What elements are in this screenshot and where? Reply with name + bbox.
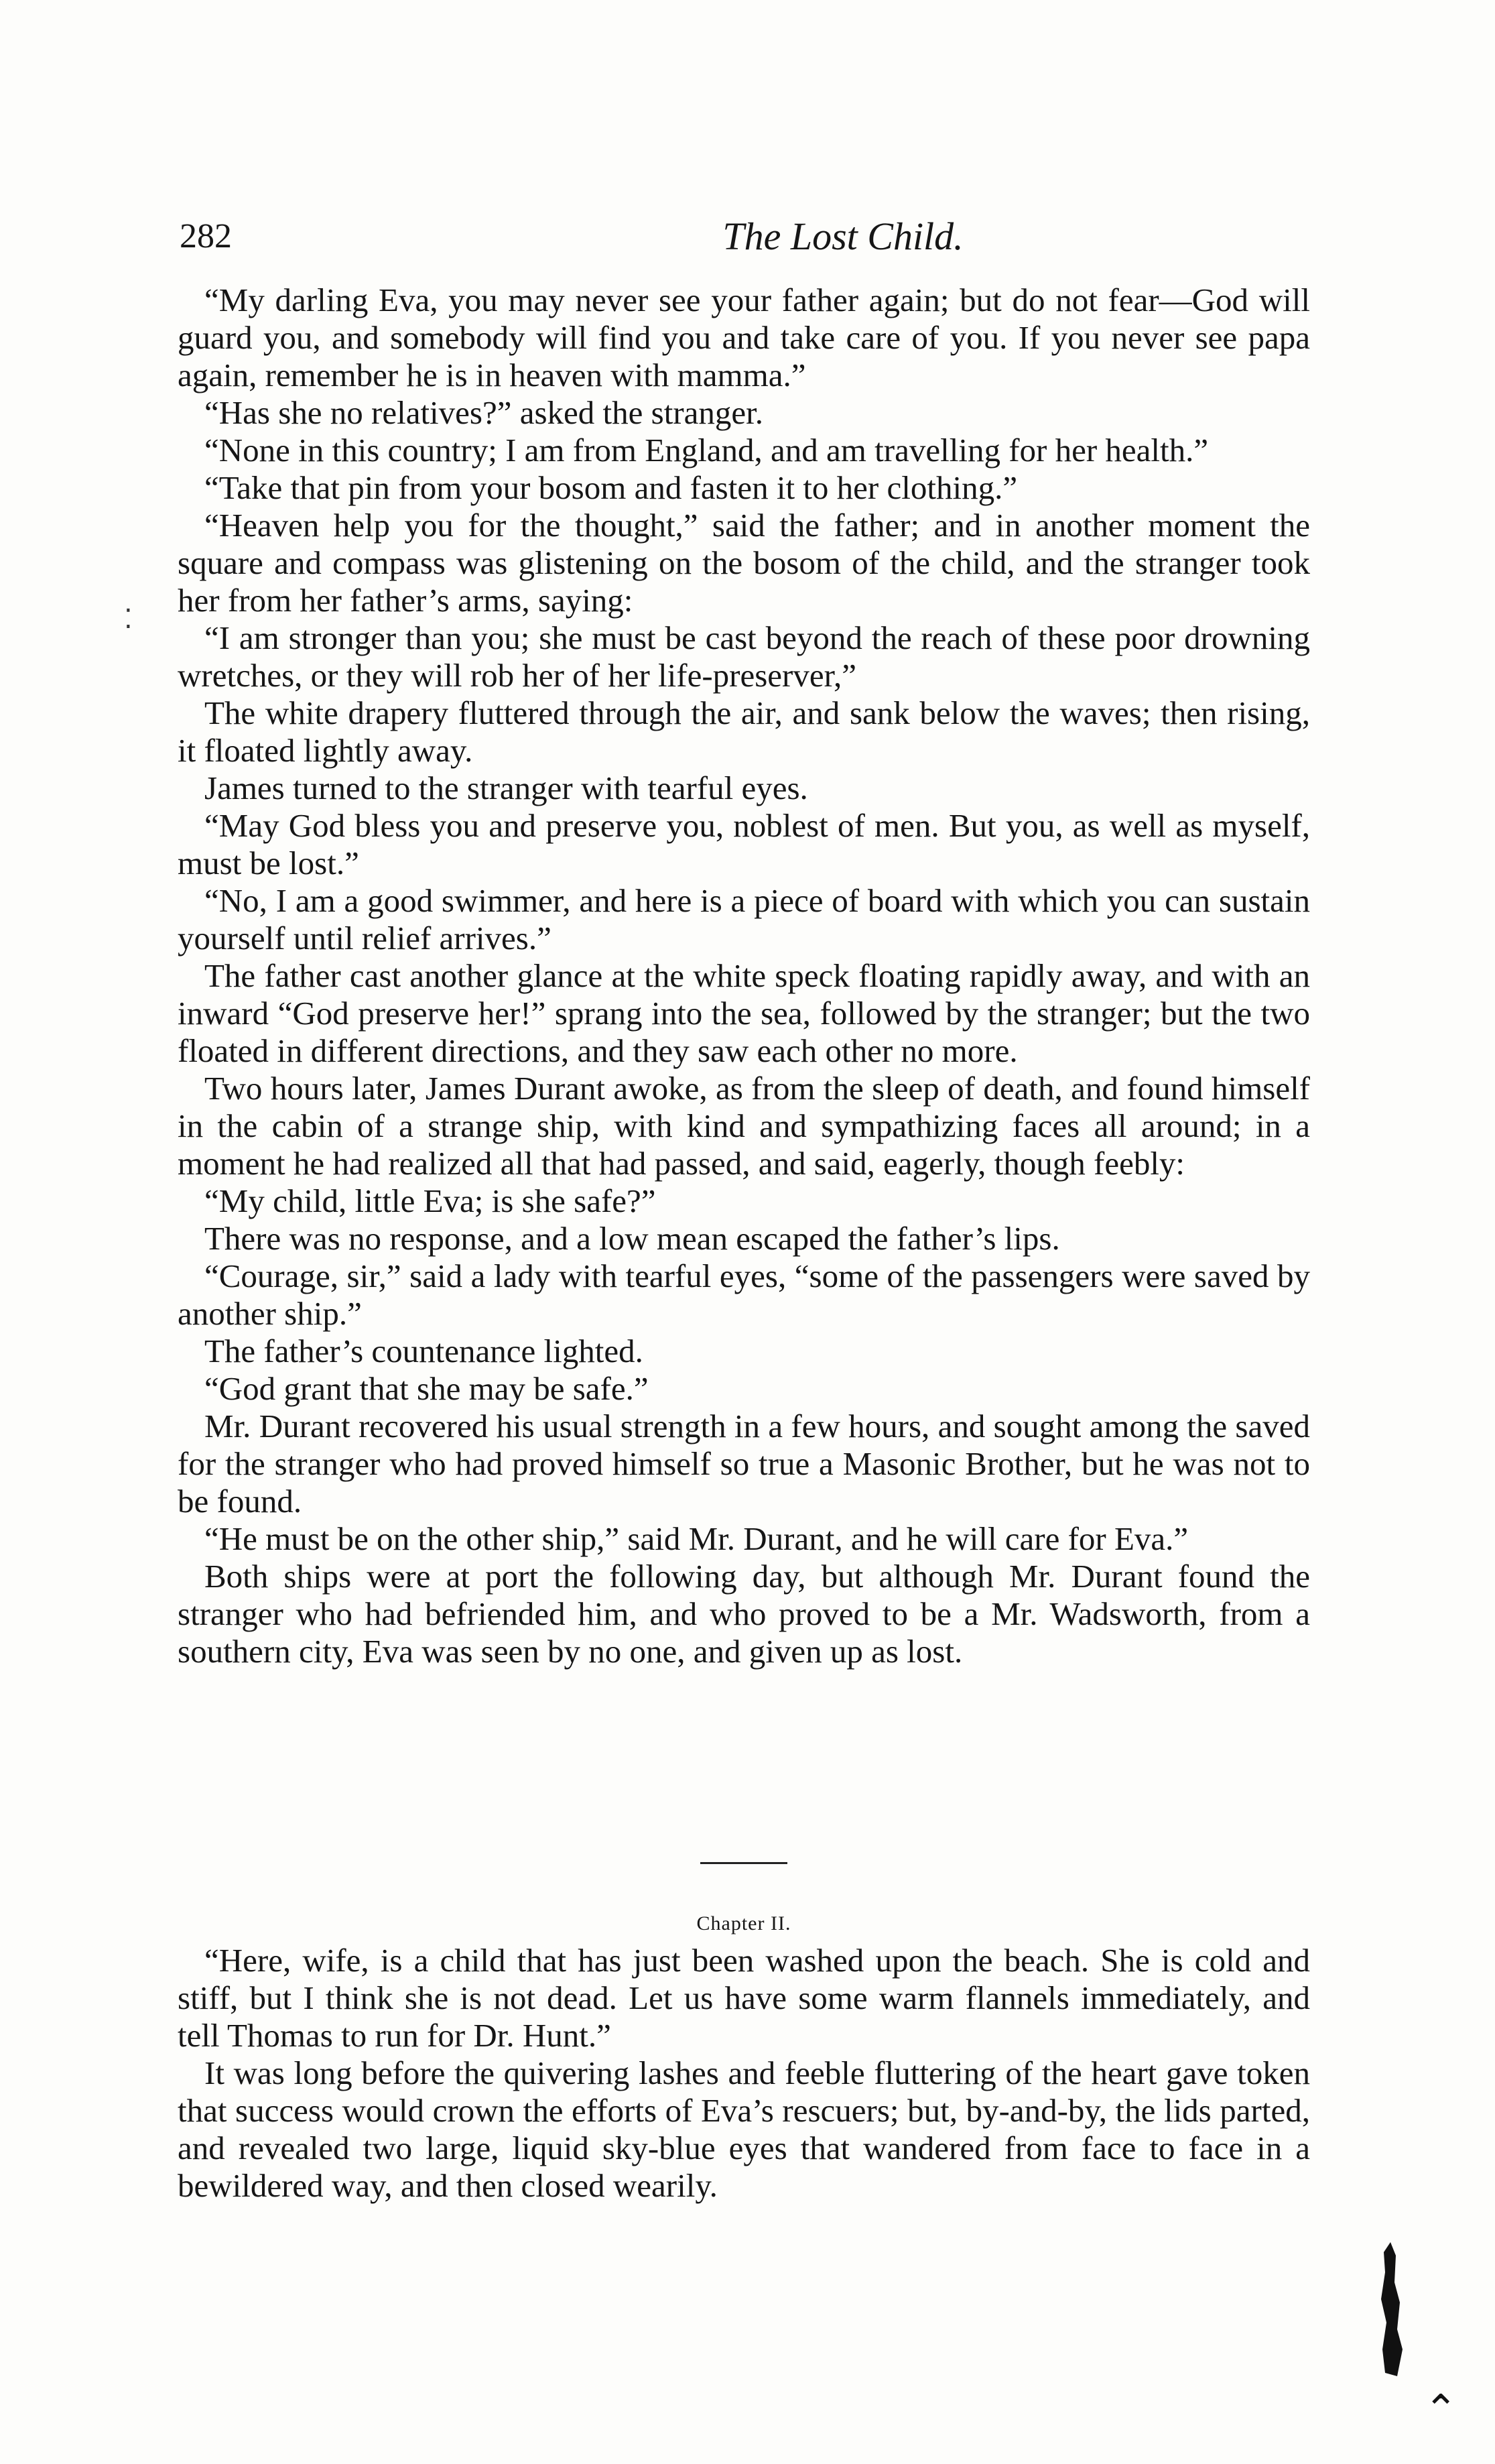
- paragraph: “Take that pin from your bosom and fasten it to her clothing.”: [204, 469, 1018, 506]
- paragraph: Two hours later, James Durant awoke, as from the sleep of death, and found himself in the cabin of a strange ship, with kind and sympathizing faces all around; in a moment he had realized all that had passed, and said, eagerly, though feebly:: [178, 1070, 1310, 1182]
- paragraph: “God grant that she may be safe.”: [204, 1370, 649, 1407]
- page-header: [180, 213, 1319, 267]
- paragraph: “My darling Eva, you may never see your father again; but do not fear—God will guard you, and somebody will find you and take care of you. If you never see papa again, remember he is in heaven with mamma.”: [178, 282, 1310, 393]
- paragraph: The white drapery fluttered through the air, and sank below the waves; then rising, it floated lightly away.: [178, 694, 1310, 769]
- chapter-heading: Chapter II.: [696, 1912, 791, 1934]
- paragraph: It was long before the quivering lashes and feeble fluttering of the heart gave token that success would crown the efforts of Eva’s rescuers; but, by-and-by, the lids parted, and revealed two large, liquid sky-blue eyes that wandered from face to face in a bewildered way, and then closed wearily.: [178, 2054, 1310, 2204]
- paragraph: “Has she no relatives?” asked the stranger.: [204, 394, 764, 431]
- paragraph: James turned to the stranger with tearful eyes.: [204, 769, 808, 806]
- margin-speck-mark: ⁚: [124, 604, 133, 634]
- paragraph: Mr. Durant recovered his usual strength in a few hours, and sought among the saved for the stranger who had proved himself so true a Masonic Brother, but he was not to be found.: [178, 1408, 1310, 1520]
- paragraph: “None in this country; I am from England, and am travelling for her health.”: [204, 432, 1209, 469]
- paragraph: “I am stronger than you; she must be cast beyond the reach of these poor drowning wretches, or they will rob her of her life-preserver,”: [178, 619, 1310, 694]
- ink-blot-mark: [1377, 2242, 1407, 2376]
- paragraph: There was no response, and a low mean escaped the father’s lips.: [204, 1220, 1060, 1257]
- paragraph: “Courage, sir,” said a lady with tearful eyes, “some of the passengers were saved by another ship.”: [178, 1257, 1310, 1332]
- paragraph: “Heaven help you for the thought,” said the father; and in another moment the square and compass was glistening on the bosom of the child, and the stranger took her from her father’s arms, saying:: [178, 507, 1310, 619]
- paragraph: “He must be on the other ship,” said Mr. Durant, and he will care for Eva.”: [204, 1520, 1189, 1557]
- paragraph: The father cast another glance at the white speck floating rapidly away, and with an inward “God preserve her!” sprang into the sea, followed by the stranger; but the two floated in different directions, and they saw each other no more.: [178, 957, 1310, 1069]
- paragraph: Both ships were at port the following day, but although Mr. Durant found the stranger who had befriended him, and who proved to be a Mr. Wadsworth, from a southern city, Eva was seen by no one, and given up as lost.: [178, 1558, 1310, 1670]
- section-divider: [700, 1862, 787, 1864]
- running-title: The Lost Child.: [722, 214, 964, 258]
- paragraph: “May God bless you and preserve you, noblest of men. But you, as well as myself, must be lost.”: [178, 807, 1310, 881]
- corner-mark: ⌃: [1424, 2388, 1458, 2432]
- body-text: [178, 282, 1310, 1670]
- paragraph: The father’s countenance lighted.: [204, 1333, 643, 1369]
- paragraph: “My child, little Eva; is she safe?”: [204, 1182, 656, 1219]
- ink-blot-shape: [1377, 2242, 1407, 2376]
- paragraph: “No, I am a good swimmer, and here is a piece of board with which you can sustain yourself until relief arrives.”: [178, 882, 1310, 957]
- page-number: 282: [180, 217, 232, 255]
- chapter-section: [178, 1862, 1310, 2205]
- chapter-text: [178, 1942, 1310, 2205]
- paragraph: “Here, wife, is a child that has just been washed upon the beach. She is cold and stiff, but I think she is not dead. Let us have some warm flannels immediately, and tell Thomas to run for Dr. Hunt.”: [178, 1942, 1310, 2054]
